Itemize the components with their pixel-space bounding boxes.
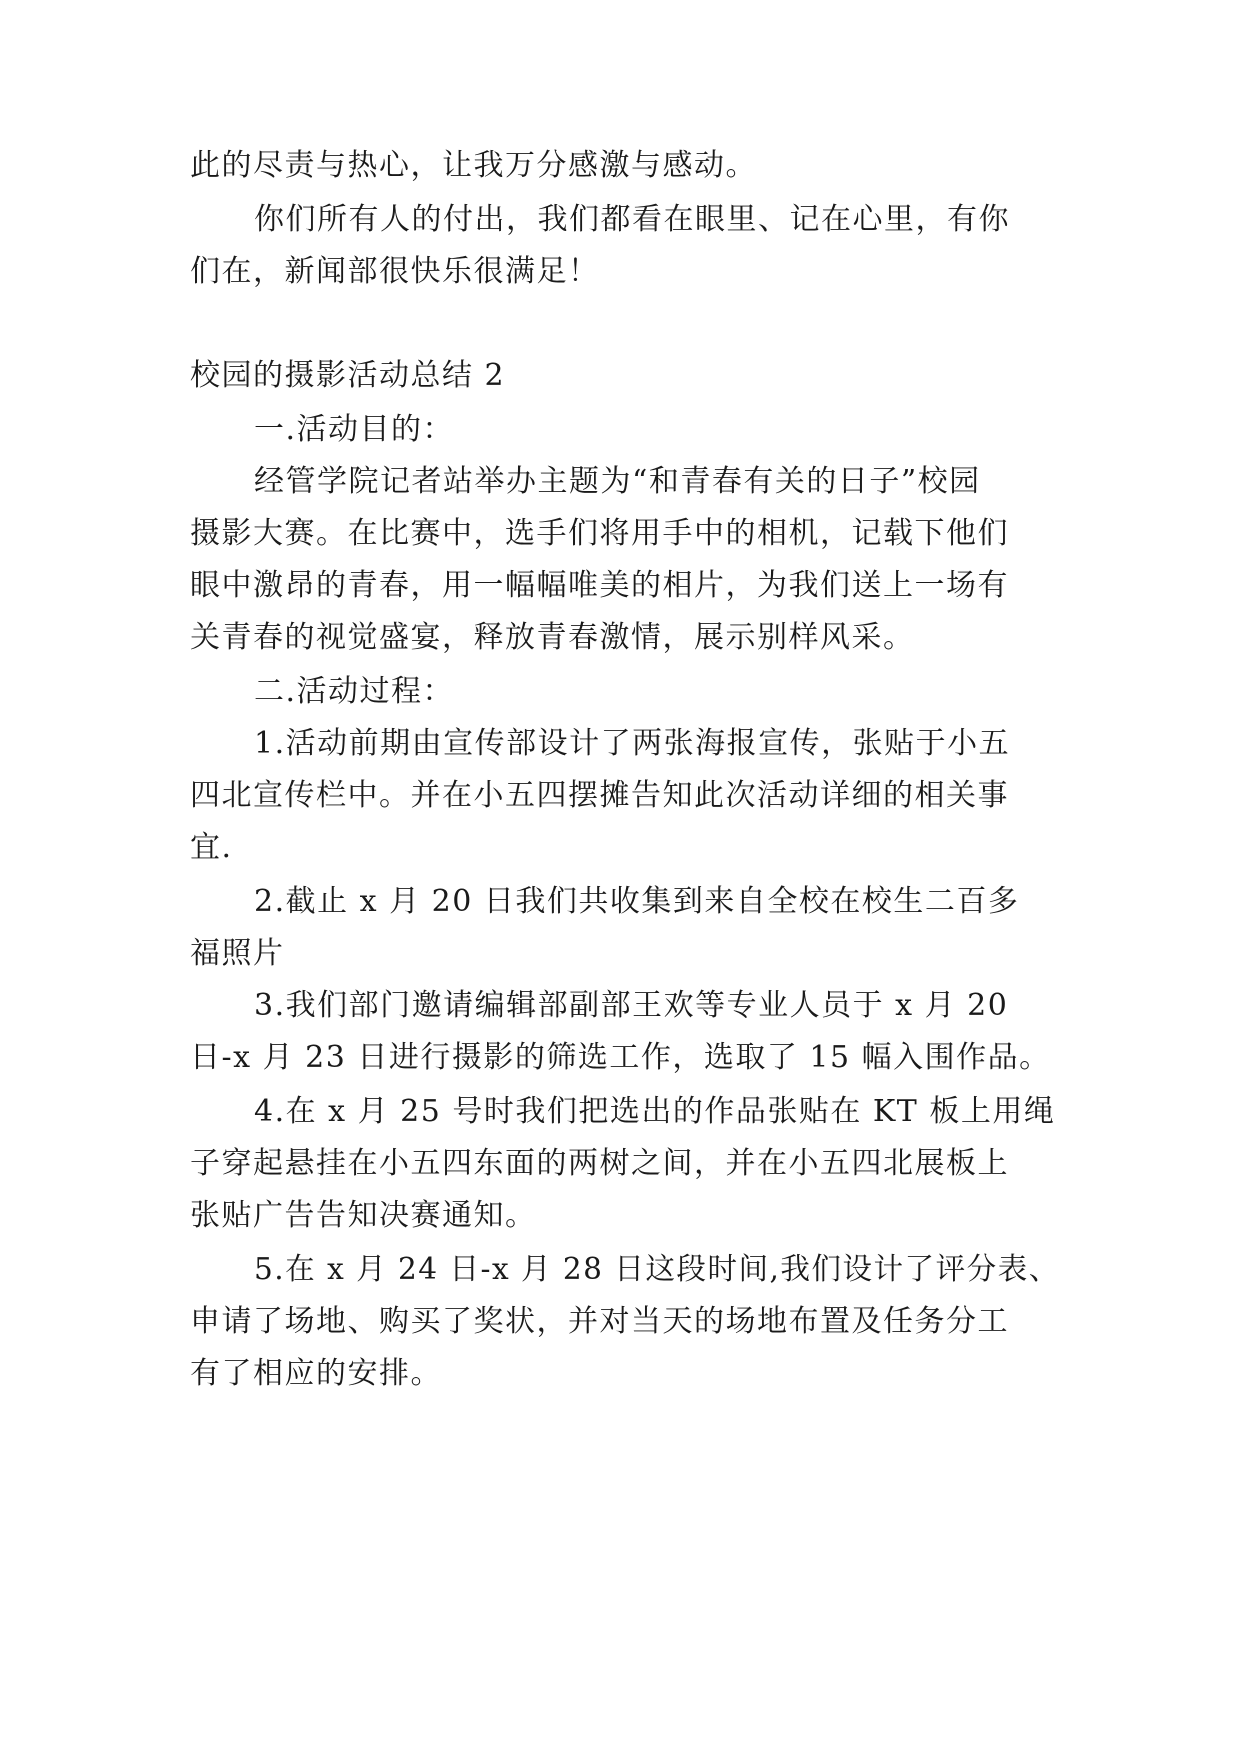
body-line: 四北宣传栏中。并在小五四摆摊告知此次活动详细的相关事 [190,778,1009,813]
body-line: 1.活动前期由宣传部设计了两张海报宣传，张贴于小五 [254,726,1011,761]
body-line: 有了相应的安排。 [190,1356,442,1391]
body-line: 张贴广告告知决赛通知。 [190,1198,537,1233]
body-line: 眼中激昂的青春，用一幅幅唯美的相片，为我们送上一场有 [190,568,1009,603]
body-line: 子穿起悬挂在小五四东面的两树之间，并在小五四北展板上 [190,1146,1009,1181]
body-line: 们在，新闻部很快乐很满足！ [190,254,600,289]
body-line: 此的尽责与热心，让我万分感激与感动。 [190,148,757,183]
body-line: 申请了场地、购买了奖状，并对当天的场地布置及任务分工 [190,1304,1009,1339]
body-line: 日-x 月 23 日进行摄影的筛选工作，选取了 15 幅入围作品。 [190,1040,1051,1075]
body-line: 关青春的视觉盛宴，释放青春激情，展示别样风采。 [190,620,915,655]
body-line: 4.在 x 月 25 号时我们把选出的作品张贴在 KT 板上用绳 [254,1094,1056,1129]
body-line: 2.截止 x 月 20 日我们共收集到来自全校在校生二百多 [254,884,1020,919]
subheading: 二.活动过程： [254,674,455,709]
body-line: 摄影大赛。在比赛中，选手们将用手中的相机，记载下他们 [190,516,1009,551]
body-line: 5.在 x 月 24 日-x 月 28 日这段时间,我们设计了评分表、 [254,1252,1060,1287]
body-line: 经管学院记者站举办主题为“和青春有关的日子”校园 [254,464,981,499]
body-line: 福照片 [190,936,285,971]
body-line: 3.我们部门邀请编辑部副部王欢等专业人员于 x 月 20 [254,988,1009,1023]
body-line: 宜. [190,830,233,865]
section-title: 校园的摄影活动总结 2 [190,358,506,393]
subheading: 一.活动目的： [254,412,455,447]
body-line: 你们所有人的付出，我们都看在眼里、记在心里，有你 [254,202,1010,237]
